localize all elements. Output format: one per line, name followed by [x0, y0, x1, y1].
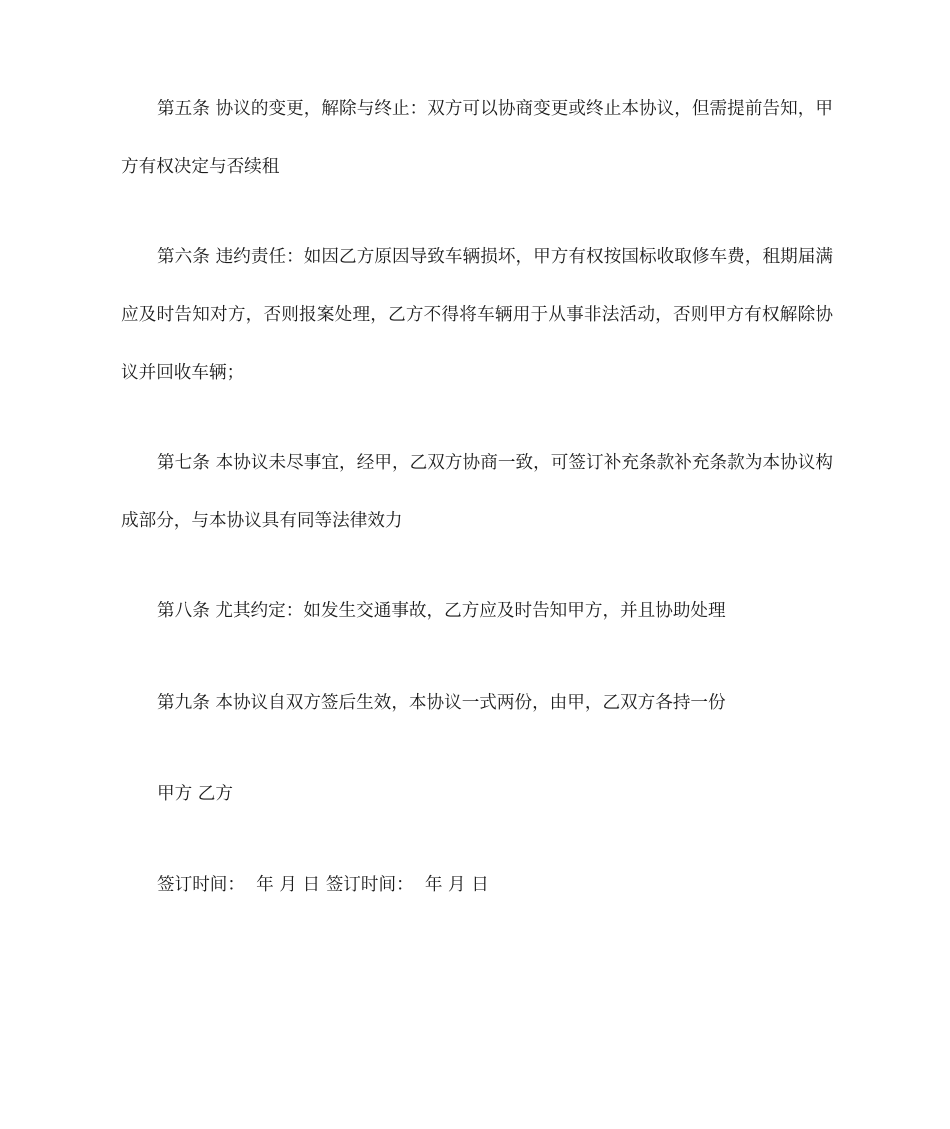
date-line: 签订时间： 年 月 日 签订时间： 年 月 日	[157, 875, 489, 895]
clause-8: 第八条 尤其约定：如发生交通事故，乙方应及时告知甲方，并且协助处理	[157, 601, 726, 621]
clause-7: 第七条 本协议未尽事宜，经甲，乙双方协商一致，可签订补充条款补充条款为本协议构成部分，与本协议具有同等法律效力	[121, 453, 833, 531]
clause-6: 第六条 违约责任：如因乙方原因导致车辆损坏，甲方有权按国标收取修车费，租期届满应及时告知对方，否则报案处理，乙方不得将车辆用于从事非法活动，否则甲方有权解除协议并回收车辆；	[121, 247, 833, 383]
clause-9: 第九条 本协议自双方签后生效，本协议一式两份，由甲，乙双方各持一份	[157, 693, 726, 713]
clause-5: 第五条 协议的变更，解除与终止：双方可以协商变更或终止本协议，但需提前告知，甲方有权决定与否续租	[121, 99, 833, 177]
signature-line: 甲方 乙方	[157, 784, 233, 804]
